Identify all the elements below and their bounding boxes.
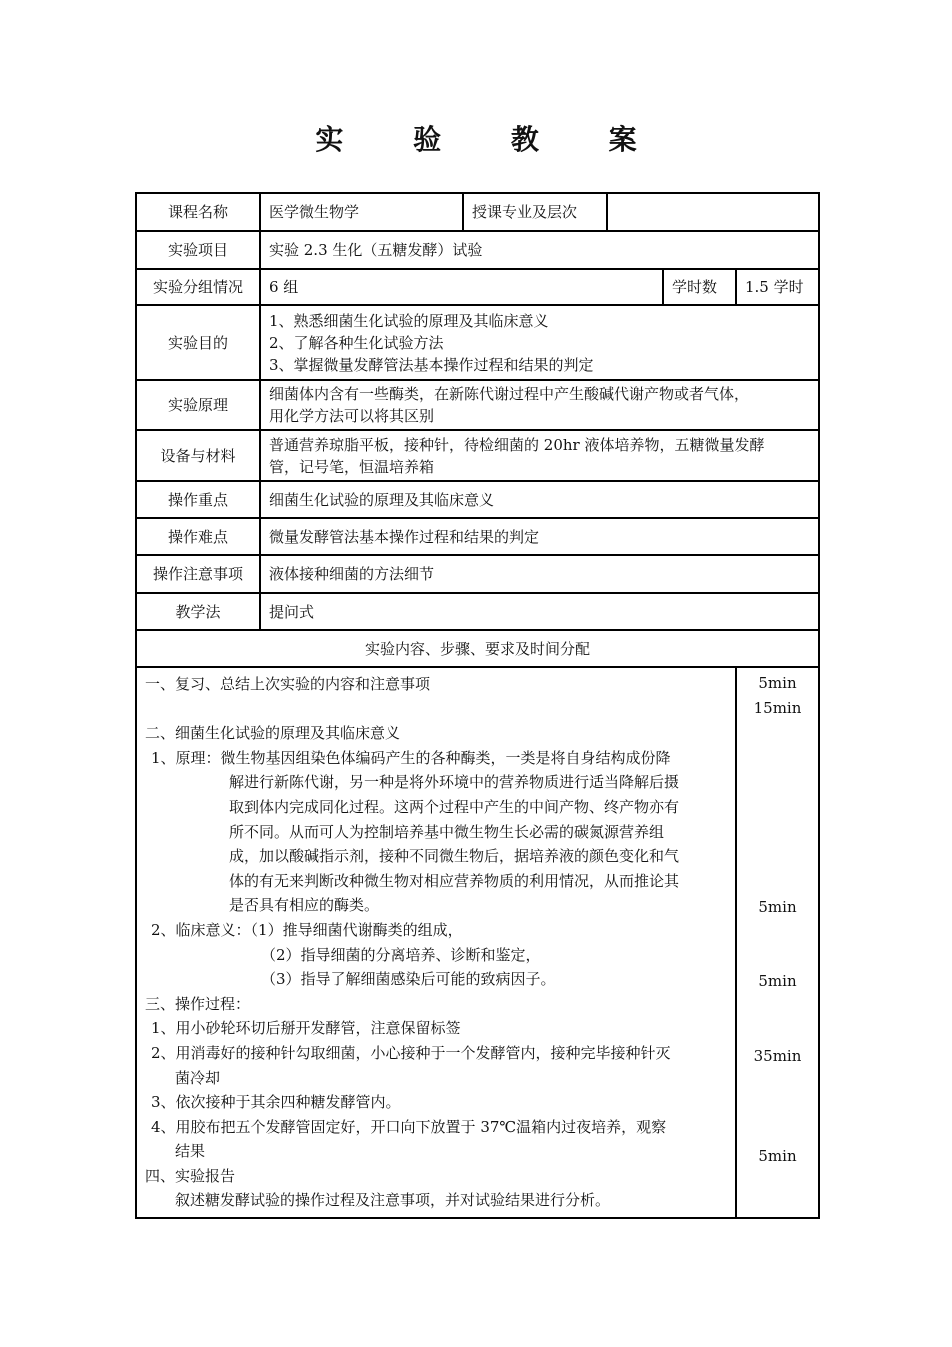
section-heading: 实验内容、步骤、要求及时间分配 — [136, 630, 819, 667]
group-label: 实验分组情况 — [136, 269, 260, 305]
notes-value: 液体接种细菌的方法细节 — [260, 555, 819, 593]
content-body — [136, 667, 736, 1218]
method-label: 教学法 — [136, 593, 260, 630]
content-line: 3、依次接种于其余四种糖发酵管内。 — [151, 1093, 401, 1112]
time-value: 5min — [758, 898, 797, 916]
project-value: 实验 2.3 生化（五糖发酵）试验 — [260, 231, 819, 269]
principle-value — [260, 380, 819, 430]
method-value: 提问式 — [260, 593, 819, 630]
focus-row — [136, 481, 819, 518]
equipment-label: 设备与材料 — [136, 430, 260, 481]
page-title: 实 验 教 案 — [315, 123, 667, 156]
major-value — [607, 193, 819, 231]
difficulty-label: 操作难点 — [136, 518, 260, 555]
section-heading-row — [136, 630, 819, 667]
content-line: （3）指导了解细菌感染后可能的致病因子。 — [261, 970, 556, 989]
content-line: （2）指导细菌的分离培养、诊断和鉴定， — [261, 945, 541, 964]
purpose-value — [260, 305, 819, 380]
principle-row — [136, 380, 819, 430]
content-line — [145, 697, 729, 722]
content-line: 体的有无来判断改种微生物对相应营养物质的利用情况，从而推论其 — [229, 871, 680, 890]
content-row — [136, 667, 819, 1218]
content-line: 叙述糖发酵试验的操作过程及注意事项，并对试验结果进行分析。 — [175, 1191, 611, 1210]
lesson-plan-table — [135, 192, 820, 1219]
focus-value: 细菌生化试验的原理及其临床意义 — [260, 481, 819, 518]
equipment-line: 管，记号笔，恒温培养箱 — [269, 457, 435, 476]
content-line: 三、操作过程： — [145, 994, 251, 1013]
equipment-row — [136, 430, 819, 481]
principle-line: 细菌体内含有一些酶类，在新陈代谢过程中产生酸碱代谢产物或者气体， — [269, 385, 750, 403]
notes-label: 操作注意事项 — [136, 555, 260, 593]
course-value: 医学微生物学 — [260, 193, 463, 231]
content-line: 1、原理：微生物基因组染色体编码产生的各种酶类，一类是将自身结构成份降 — [151, 748, 671, 767]
major-label: 授课专业及层次 — [463, 193, 607, 231]
notes-row — [136, 555, 819, 593]
content-line: 解进行新陈代谢，另一种是将外环境中的营养物质进行适当降解后摄 — [229, 773, 680, 792]
hours-label: 学时数 — [663, 269, 736, 305]
difficulty-value: 微量发酵管法基本操作过程和结果的判定 — [260, 518, 819, 555]
content-line: 2、用消毒好的接种针勾取细菌，小心接种于一个发酵管内，接种完毕接种针灭 — [151, 1043, 671, 1062]
purpose-line: 1、熟悉细菌生化试验的原理及其临床意义 — [269, 311, 549, 330]
difficulty-row — [136, 518, 819, 555]
purpose-line: 3、掌握微量发酵管法基本操作过程和结果的判定 — [269, 355, 594, 374]
content-line: 1、用小砂轮环切后掰开发酵管，注意保留标签 — [151, 1019, 461, 1038]
content-line: 菌冷却 — [175, 1068, 221, 1087]
content-line: 一、复习、总结上次实验的内容和注意事项 — [145, 675, 431, 693]
principle-line: 用化学方法可以将其区别 — [269, 407, 435, 425]
focus-label: 操作重点 — [136, 481, 260, 518]
content-line: 成，加以酸碱指示剂，接种不同微生物后，据培养液的颜色变化和气 — [229, 847, 680, 866]
principle-label: 实验原理 — [136, 380, 260, 430]
time-value: 35min — [753, 1047, 802, 1065]
time-value: 5min — [758, 1147, 797, 1165]
method-row — [136, 593, 819, 630]
content-line: 2、临床意义：（1）推导细菌代谢酶类的组成， — [151, 920, 463, 939]
purpose-row — [136, 305, 819, 380]
project-label: 实验项目 — [136, 231, 260, 269]
time-column — [736, 667, 819, 1218]
group-row — [136, 269, 819, 305]
equipment-value — [260, 430, 819, 481]
content-line: 四、实验报告 — [145, 1166, 236, 1185]
content-line: 4、用胶布把五个发酵管固定好，开口向下放置于 37℃温箱内过夜培养，观察 — [151, 1117, 667, 1136]
time-value: 15min — [753, 699, 802, 717]
content-line: 结果 — [175, 1142, 206, 1161]
project-row — [136, 231, 819, 269]
course-label: 课程名称 — [136, 193, 260, 231]
purpose-line: 2、了解各种生化试验方法 — [269, 333, 444, 352]
time-value: 5min — [758, 972, 797, 990]
purpose-label: 实验目的 — [136, 305, 260, 380]
content-line: 取到体内完成同化过程。这两个过程中产生的中间产物、终产物亦有 — [229, 797, 680, 816]
content-line: 二、细菌生化试验的原理及其临床意义 — [145, 724, 401, 743]
hours-value: 1.5 学时 — [736, 269, 819, 305]
course-row — [136, 193, 819, 231]
equipment-line: 普通营养琼脂平板，接种针，待检细菌的 20hr 液体培养物，五糖微量发酵 — [269, 435, 765, 454]
group-value: 6 组 — [260, 269, 663, 305]
time-value: 5min — [758, 674, 797, 692]
content-line: 所不同。从而可人为控制培养基中微生物生长必需的碳氮源营养组 — [229, 822, 665, 841]
content-line: 是否具有相应的酶类。 — [229, 896, 380, 915]
